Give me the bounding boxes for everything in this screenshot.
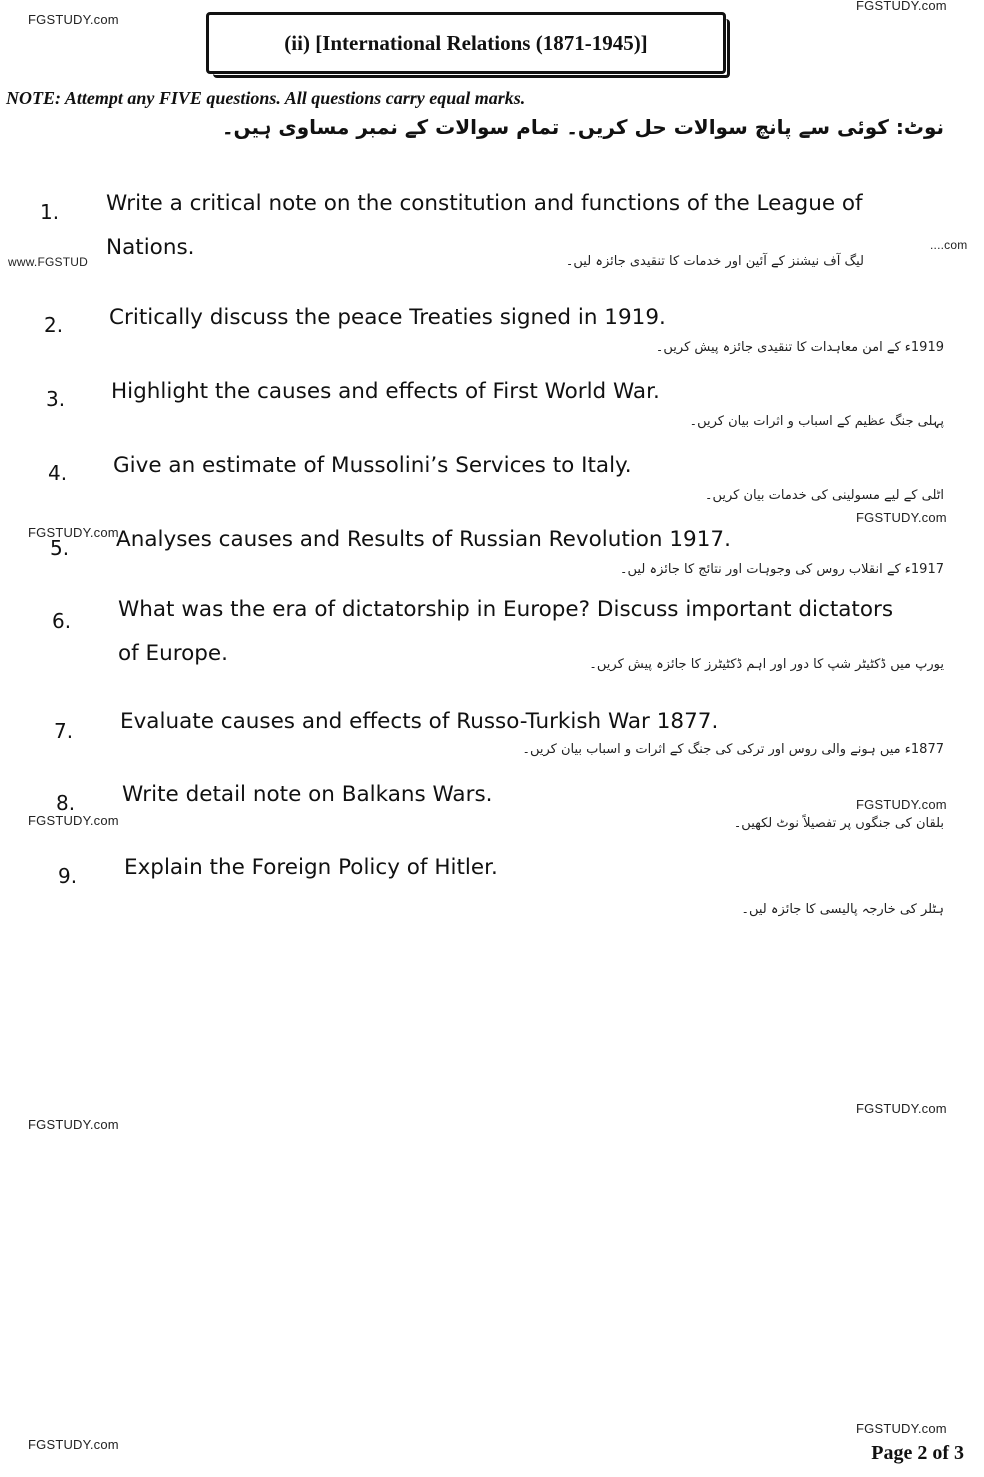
watermark-lower-right: FGSTUDY.com <box>856 1101 947 1116</box>
question-urdu: اٹلی کے لیے مسولینی کی خدمات بیان کریں۔ <box>704 488 944 503</box>
question-text: Analyses causes and Results of Russian Revolution 1917. <box>116 527 731 552</box>
watermark-mid-right: FGSTUDY.com <box>856 510 947 525</box>
question-number: 6. <box>52 609 72 633</box>
question-number: 7. <box>54 719 74 743</box>
question-urdu: 1877ء میں ہونے والی روس اور ترکی کی جنگ کے اثرات و اسباب بیان کریں۔ <box>522 742 944 757</box>
question-text: Explain the Foreign Policy of Hitler. <box>124 855 498 880</box>
question-urdu: 1919ء کے امن معاہدات کا تنقیدی جائزہ پیش کریں۔ <box>655 340 944 355</box>
question-urdu: ہٹلر کی خارجہ پالیسی کا جائزہ لیں۔ <box>741 902 944 917</box>
question-number: 4. <box>48 461 68 485</box>
paper-title: (ii) [International Relations (1871-1945)] <box>284 30 648 55</box>
watermark-q1-left: www.FGSTUD <box>8 255 88 269</box>
question-text: What was the era of dictatorship in Europe? Discuss important dictators of Europe. <box>118 597 894 666</box>
watermark-bottom-left: FGSTUDY.com <box>28 1437 119 1452</box>
watermark-bottom-right: FGSTUDY.com <box>856 1421 947 1436</box>
watermark-top-right: FGSTUDY.com <box>856 0 947 13</box>
watermark-top-left: FGSTUDY.com <box>28 12 119 27</box>
question-number: 8. <box>56 791 76 815</box>
instructions-english: NOTE: Attempt any FIVE questions. All questions carry equal marks. <box>6 88 526 108</box>
question-urdu: یورپ میں ڈکٹیٹر شپ کا دور اور اہم ڈکٹیٹرز کا جائزہ پیش کریں۔ <box>589 657 944 672</box>
watermark-q8-left: FGSTUDY.com <box>28 813 119 828</box>
instructions-urdu: نوٹ: کوئی سے پانچ سوالات حل کریں۔ تمام سوالات کے نمبر مساوی ہیں۔ <box>221 115 944 139</box>
watermark-q8-right: FGSTUDY.com <box>856 797 947 812</box>
watermark-lower-left: FGSTUDY.com <box>28 1117 119 1132</box>
question-number: 2. <box>44 313 64 337</box>
question-text: Highlight the causes and effects of First World War. <box>111 379 660 404</box>
watermark-q1-right: ....com <box>930 238 968 252</box>
question-urdu: پہلی جنگ عظیم کے اسباب و اثرات بیان کریں۔ <box>689 414 944 429</box>
paper-title-box <box>206 12 726 74</box>
question-urdu: 1917ء کے انقلاب روس کی وجوہات اور نتائج کا جائزہ لیں۔ <box>619 562 944 577</box>
question-number: 5. <box>50 536 70 560</box>
question-text: Give an estimate of Mussolini’s Services to Italy. <box>113 453 632 478</box>
question-urdu: بلقان کی جنگوں پر تفصیلاً نوٹ لکھیں۔ <box>733 816 944 831</box>
question-urdu: لیگ آف نیشنز کے آئین اور خدمات کا تنقیدی جائزہ لیں۔ <box>565 254 864 269</box>
question-number: 1. <box>40 200 60 224</box>
page-number: Page 2 of 3 <box>871 1442 964 1464</box>
question-text: Write a critical note on the constitution and functions of the League of Nations. <box>106 191 863 260</box>
watermark-mid-left: FGSTUDY.com <box>28 525 119 540</box>
question-text: Write detail note on Balkans Wars. <box>122 782 493 807</box>
question-number: 3. <box>46 387 66 411</box>
question-number: 9. <box>58 864 78 888</box>
question-text: Critically discuss the peace Treaties signed in 1919. <box>109 305 666 330</box>
question-text: Evaluate causes and effects of Russo-Turkish War 1877. <box>120 709 719 734</box>
